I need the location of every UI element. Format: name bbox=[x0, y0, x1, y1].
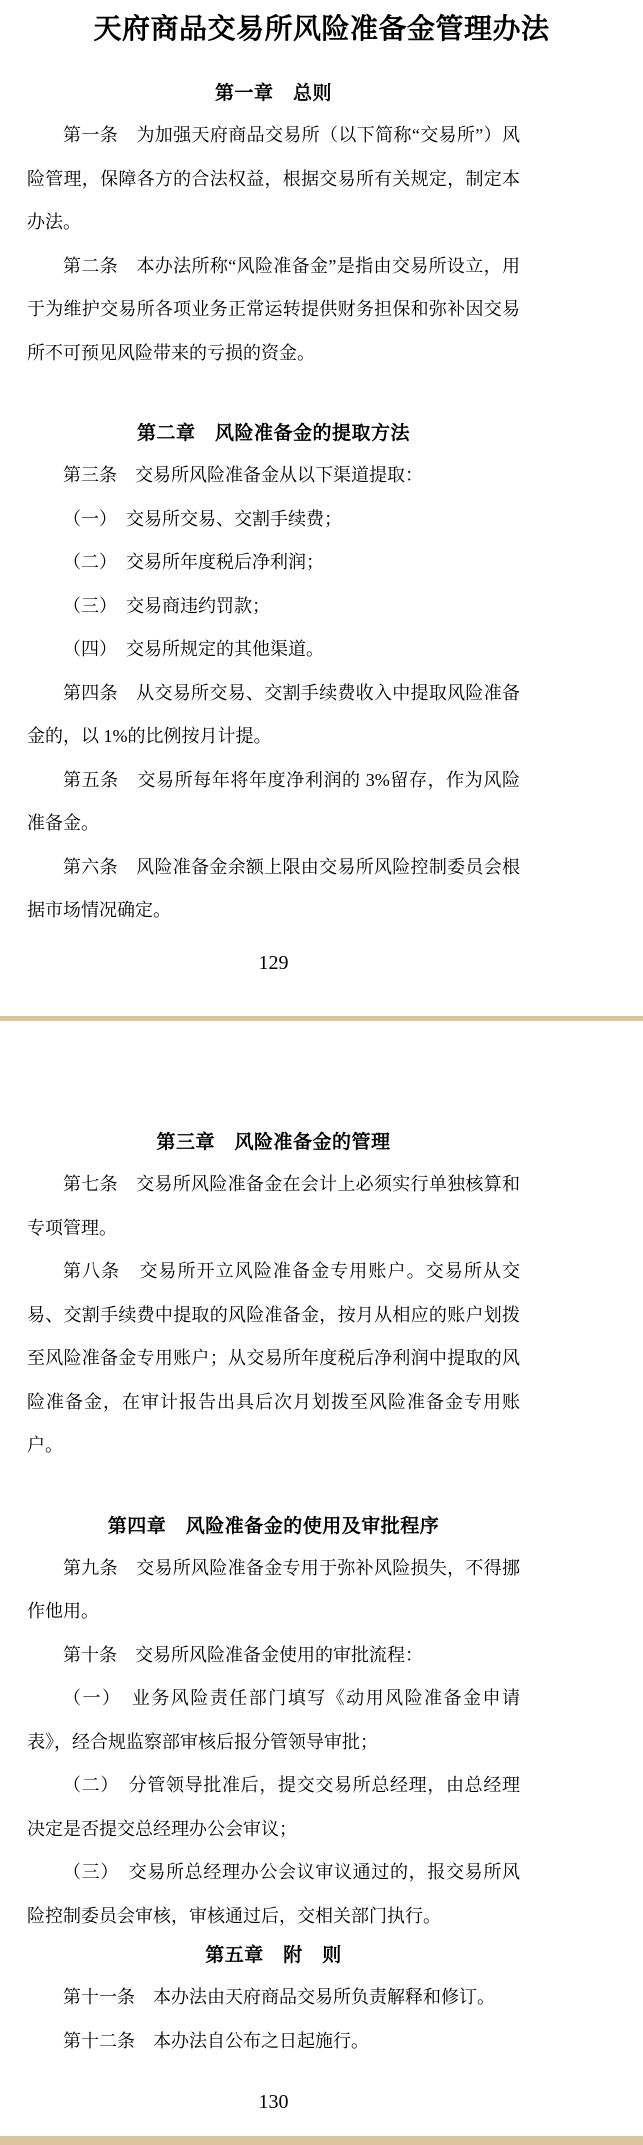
paragraph: （二） 交易所年度税后净利润； bbox=[63, 552, 324, 572]
page-number: 129 bbox=[258, 951, 289, 974]
paragraph: 第八条 交易所开立风险准备金专用账户。交易所从交易、交割手续费中提取的风险准备金，按月从相应的账户划拨至风险准备金专用账户；从交易所年度税后净利润中提取的风险准备金，在审计报告出具后次月划拨至风险准备金专用账户。 bbox=[27, 1261, 520, 1455]
paragraph: 第六条 风险准备金余额上限由交易所风险控制委员会根据市场情况确定。 bbox=[27, 856, 520, 920]
paragraph: 第十条 交易所风险准备金使用的审批流程： bbox=[63, 1644, 423, 1665]
paragraph: 第二条 本办法所称“风险准备金”是指由交易所设立，用于为维护交易所各项业务正常运转提供财务担保和弥补因交易所不可预见风险带来的亏损的资金。 bbox=[27, 255, 520, 363]
page-number: 130 bbox=[258, 2091, 289, 2113]
chapter-heading: 第四章 风险准备金的使用及审批程序 bbox=[107, 1515, 440, 1537]
paragraph: （四） 交易所规定的其他渠道。 bbox=[63, 639, 324, 659]
chapter-heading: 第三章 风险准备金的管理 bbox=[156, 1132, 391, 1153]
paragraph: （三） 交易所总经理办公会议审议通过的，报交易所风险控制委员会审核，审核通过后，交相关部门执行。 bbox=[27, 1862, 520, 1926]
chapter-heading: 第二章 风险准备金的提取方法 bbox=[136, 423, 410, 444]
paragraph: （二） 分管领导批准后，提交交易所总经理，由总经理决定是否提交总经理办公会审议； bbox=[27, 1775, 520, 1839]
paragraph: 第四条 从交易所交易、交割手续费收入中提取风险准备金的，以 1%的比例按月计提。 bbox=[27, 682, 520, 746]
chapter-heading: 第一章 总则 bbox=[214, 83, 332, 104]
paragraph: （三） 交易商违约罚款； bbox=[63, 595, 270, 616]
paragraph: （一） 业务风险责任部门填写《动用风险准备金申请表》，经合规监察部审核后报分管领导审批； bbox=[27, 1688, 520, 1752]
paragraph: 第五条 交易所每年将年度净利润的 3%留存，作为风险准备金。 bbox=[27, 769, 520, 833]
paragraph: 第一条 为加强天府商品交易所（以下简称“交易所”）风险管理，保障各方的合法权益，根据交易所有关规定，制定本办法。 bbox=[27, 125, 520, 232]
page-edge-line bbox=[0, 2136, 643, 2145]
chapter-heading: 第五章 附 则 bbox=[205, 1945, 342, 1966]
document-page-2 bbox=[0, 1021, 643, 2136]
page-1-content bbox=[27, 80, 520, 933]
page-2-content bbox=[27, 1129, 520, 2063]
paragraph: 第十二条 本办法自公布之日起施行。 bbox=[63, 2030, 369, 2051]
document-page-1 bbox=[0, 0, 643, 1016]
document-title: 天府商品交易所风险准备金管理办法 bbox=[93, 13, 550, 44]
paragraph: 第三条 交易所风险准备金从以下渠道提取： bbox=[63, 465, 423, 485]
paragraph: 第十一条 本办法由天府商品交易所负责解释和修订。 bbox=[63, 1987, 495, 2007]
paragraph: （一） 交易所交易、交割手续费； bbox=[63, 508, 342, 529]
paragraph: 第九条 交易所风险准备金专用于弥补风险损失，不得挪作他用。 bbox=[27, 1557, 520, 1621]
paragraph: 第七条 交易所风险准备金在会计上必须实行单独核算和专项管理。 bbox=[27, 1174, 520, 1238]
